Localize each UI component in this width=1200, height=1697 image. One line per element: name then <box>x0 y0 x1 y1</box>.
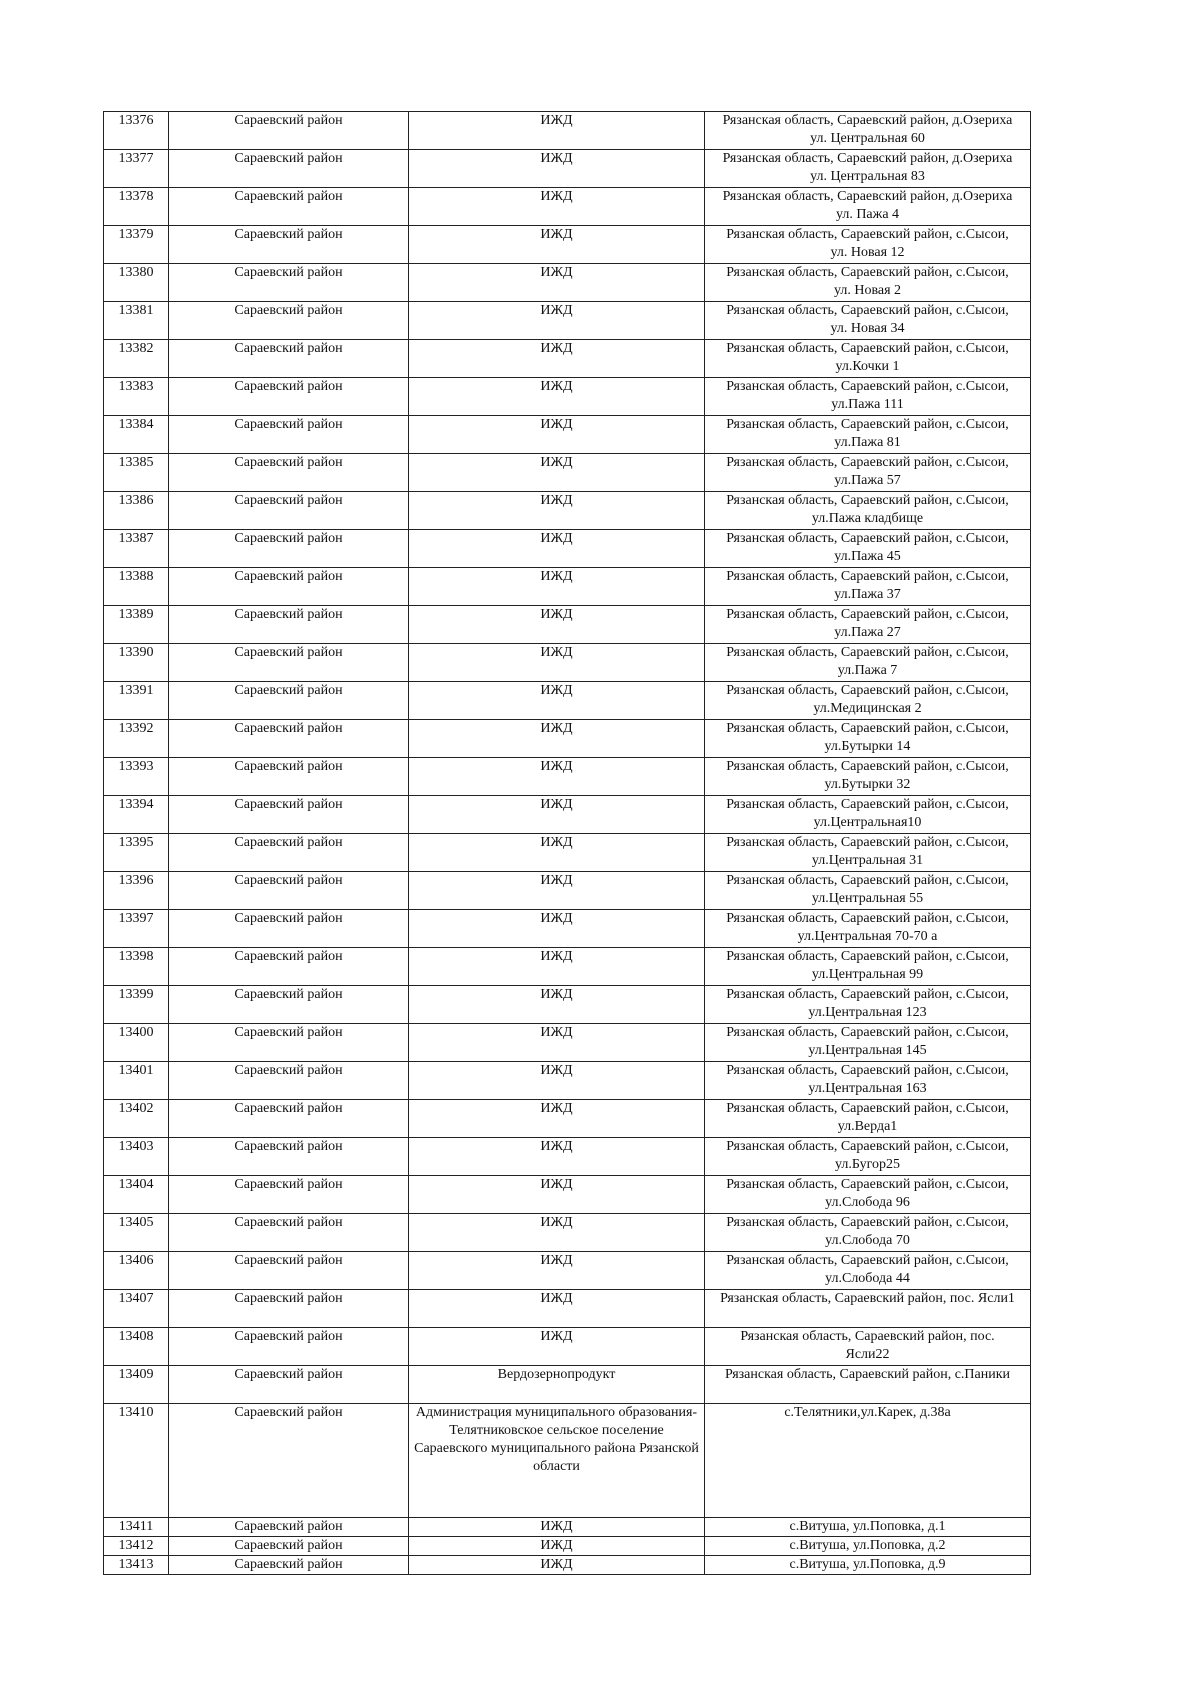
object-type-cell: ИЖД <box>409 606 705 644</box>
table-row <box>104 1214 1031 1252</box>
row-id-cell: 13405 <box>104 1214 169 1252</box>
row-id-cell: 13413 <box>104 1556 169 1575</box>
address-cell: с.Телятники,ул.Карек, д.38а <box>705 1404 1031 1518</box>
table-row <box>104 1404 1031 1518</box>
object-type-cell: ИЖД <box>409 112 705 150</box>
address-cell: Рязанская область, Сараевский район, с.Сысои, ул.Пажа 27 <box>705 606 1031 644</box>
address-cell: Рязанская область, Сараевский район, с.Сысои, ул.Пажа 7 <box>705 644 1031 682</box>
address-cell: Рязанская область, Сараевский район, с.Сысои, ул.Слобода 70 <box>705 1214 1031 1252</box>
district-cell: Сараевский район <box>169 530 409 568</box>
table-row <box>104 1252 1031 1290</box>
table-row <box>104 568 1031 606</box>
object-type-cell: ИЖД <box>409 1556 705 1575</box>
row-id-cell: 13396 <box>104 872 169 910</box>
table-row <box>104 872 1031 910</box>
row-id-cell: 13403 <box>104 1138 169 1176</box>
table-row <box>104 264 1031 302</box>
address-cell: Рязанская область, Сараевский район, с.Сысои, ул.Центральная 163 <box>705 1062 1031 1100</box>
row-id-cell: 13412 <box>104 1537 169 1556</box>
object-type-cell: ИЖД <box>409 758 705 796</box>
object-type-cell: ИЖД <box>409 796 705 834</box>
district-cell: Сараевский район <box>169 1176 409 1214</box>
address-cell: с.Витуша, ул.Поповка, д.1 <box>705 1518 1031 1537</box>
table-row <box>104 1100 1031 1138</box>
row-id-cell: 13382 <box>104 340 169 378</box>
address-cell: Рязанская область, Сараевский район, с.Сысои, ул.Пажа 111 <box>705 378 1031 416</box>
district-cell: Сараевский район <box>169 150 409 188</box>
row-id-cell: 13385 <box>104 454 169 492</box>
object-type-cell: ИЖД <box>409 530 705 568</box>
row-id-cell: 13377 <box>104 150 169 188</box>
address-cell: Рязанская область, Сараевский район, с.Сысои, ул.Центральная 145 <box>705 1024 1031 1062</box>
address-cell: Рязанская область, Сараевский район, с.Сысои, ул.Центральная 55 <box>705 872 1031 910</box>
address-cell: Рязанская область, Сараевский район, с.Сысои, ул.Центральная 99 <box>705 948 1031 986</box>
district-cell: Сараевский район <box>169 910 409 948</box>
district-cell: Сараевский район <box>169 1100 409 1138</box>
row-id-cell: 13408 <box>104 1328 169 1366</box>
object-type-cell: ИЖД <box>409 1024 705 1062</box>
row-id-cell: 13402 <box>104 1100 169 1138</box>
table-row <box>104 834 1031 872</box>
address-cell: Рязанская область, Сараевский район, д.Озериха ул. Пажа 4 <box>705 188 1031 226</box>
district-cell: Сараевский район <box>169 1138 409 1176</box>
district-cell: Сараевский район <box>169 340 409 378</box>
object-type-cell: ИЖД <box>409 682 705 720</box>
table-row <box>104 1062 1031 1100</box>
table-row <box>104 1556 1031 1575</box>
object-type-cell: ИЖД <box>409 1518 705 1537</box>
address-cell: Рязанская область, Сараевский район, с.Сысои, ул.Центральная10 <box>705 796 1031 834</box>
table-row <box>104 188 1031 226</box>
table-row <box>104 150 1031 188</box>
district-cell: Сараевский район <box>169 796 409 834</box>
object-type-cell: ИЖД <box>409 1290 705 1328</box>
object-type-cell: ИЖД <box>409 150 705 188</box>
address-cell: Рязанская область, Сараевский район, с.Сысои, ул.Бутырки 14 <box>705 720 1031 758</box>
object-type-cell: ИЖД <box>409 644 705 682</box>
table-row <box>104 530 1031 568</box>
table-row <box>104 682 1031 720</box>
address-cell: Рязанская область, Сараевский район, с.Сысои, ул.Пажа кладбище <box>705 492 1031 530</box>
table-row <box>104 644 1031 682</box>
object-type-cell: ИЖД <box>409 568 705 606</box>
address-cell: Рязанская область, Сараевский район, с.Сысои, ул. Новая 12 <box>705 226 1031 264</box>
table-row <box>104 492 1031 530</box>
table-row <box>104 112 1031 150</box>
row-id-cell: 13383 <box>104 378 169 416</box>
object-type-cell: Администрация муниципального образования-Телятниковское сельское поселение Сараевского муниципального района Рязанской области <box>409 1404 705 1518</box>
row-id-cell: 13376 <box>104 112 169 150</box>
district-cell: Сараевский район <box>169 720 409 758</box>
object-type-cell: ИЖД <box>409 264 705 302</box>
table-row <box>104 1176 1031 1214</box>
district-cell: Сараевский район <box>169 1556 409 1575</box>
row-id-cell: 13380 <box>104 264 169 302</box>
row-id-cell: 13411 <box>104 1518 169 1537</box>
address-cell: Рязанская область, Сараевский район, д.Озериха ул. Центральная 83 <box>705 150 1031 188</box>
row-id-cell: 13379 <box>104 226 169 264</box>
district-cell: Сараевский район <box>169 1214 409 1252</box>
row-id-cell: 13391 <box>104 682 169 720</box>
row-id-cell: 13406 <box>104 1252 169 1290</box>
address-cell: с.Витуша, ул.Поповка, д.2 <box>705 1537 1031 1556</box>
table-row <box>104 1138 1031 1176</box>
table-row <box>104 606 1031 644</box>
table-row <box>104 910 1031 948</box>
object-type-cell: ИЖД <box>409 378 705 416</box>
table-row <box>104 948 1031 986</box>
address-cell: Рязанская область, Сараевский район, с.Сысои, ул.Бугор25 <box>705 1138 1031 1176</box>
address-cell: Рязанская область, Сараевский район, с.Сысои, ул.Бутырки 32 <box>705 758 1031 796</box>
address-cell: Рязанская область, Сараевский район, с.Сысои, ул.Центральная 123 <box>705 986 1031 1024</box>
row-id-cell: 13392 <box>104 720 169 758</box>
table-row <box>104 416 1031 454</box>
table-row <box>104 454 1031 492</box>
row-id-cell: 13387 <box>104 530 169 568</box>
table-row <box>104 720 1031 758</box>
district-cell: Сараевский район <box>169 986 409 1024</box>
district-cell: Сараевский район <box>169 188 409 226</box>
object-type-cell: ИЖД <box>409 910 705 948</box>
row-id-cell: 13407 <box>104 1290 169 1328</box>
object-type-cell: ИЖД <box>409 188 705 226</box>
address-cell: Рязанская область, Сараевский район, с.Сысои, ул. Новая 34 <box>705 302 1031 340</box>
table-row <box>104 758 1031 796</box>
object-type-cell: ИЖД <box>409 1252 705 1290</box>
address-cell: Рязанская область, Сараевский район, пос. Ясли22 <box>705 1328 1031 1366</box>
object-type-cell: ИЖД <box>409 1537 705 1556</box>
object-type-cell: ИЖД <box>409 1062 705 1100</box>
object-type-cell: Вердозернопродукт <box>409 1366 705 1404</box>
object-type-cell: ИЖД <box>409 1214 705 1252</box>
table-row <box>104 378 1031 416</box>
row-id-cell: 13381 <box>104 302 169 340</box>
district-cell: Сараевский район <box>169 492 409 530</box>
address-cell: Рязанская область, Сараевский район, с.Сысои, ул.Медицинская 2 <box>705 682 1031 720</box>
table-row <box>104 1290 1031 1328</box>
district-cell: Сараевский район <box>169 264 409 302</box>
address-cell: Рязанская область, Сараевский район, с.Сысои, ул.Слобода 96 <box>705 1176 1031 1214</box>
table-row <box>104 1366 1031 1404</box>
object-type-cell: ИЖД <box>409 1176 705 1214</box>
object-type-cell: ИЖД <box>409 492 705 530</box>
row-id-cell: 13404 <box>104 1176 169 1214</box>
district-cell: Сараевский район <box>169 112 409 150</box>
row-id-cell: 13410 <box>104 1404 169 1518</box>
district-cell: Сараевский район <box>169 1537 409 1556</box>
row-id-cell: 13399 <box>104 986 169 1024</box>
row-id-cell: 13397 <box>104 910 169 948</box>
row-id-cell: 13378 <box>104 188 169 226</box>
district-cell: Сараевский район <box>169 1404 409 1518</box>
row-id-cell: 13386 <box>104 492 169 530</box>
district-cell: Сараевский район <box>169 226 409 264</box>
row-id-cell: 13401 <box>104 1062 169 1100</box>
table-row <box>104 302 1031 340</box>
address-cell: Рязанская область, Сараевский район, с.Сысои, ул.Верда1 <box>705 1100 1031 1138</box>
object-type-cell: ИЖД <box>409 720 705 758</box>
row-id-cell: 13409 <box>104 1366 169 1404</box>
address-cell: Рязанская область, Сараевский район, с.Сысои, ул.Центральная 31 <box>705 834 1031 872</box>
row-id-cell: 13393 <box>104 758 169 796</box>
district-cell: Сараевский район <box>169 644 409 682</box>
district-cell: Сараевский район <box>169 416 409 454</box>
row-id-cell: 13389 <box>104 606 169 644</box>
district-cell: Сараевский район <box>169 1366 409 1404</box>
address-cell: Рязанская область, Сараевский район, с.Сысои, ул.Центральная 70-70 а <box>705 910 1031 948</box>
registry-table <box>103 111 1031 1575</box>
object-type-cell: ИЖД <box>409 834 705 872</box>
district-cell: Сараевский район <box>169 948 409 986</box>
table-row <box>104 796 1031 834</box>
object-type-cell: ИЖД <box>409 948 705 986</box>
address-cell: Рязанская область, Сараевский район, с.Сысои, ул.Слобода 44 <box>705 1252 1031 1290</box>
object-type-cell: ИЖД <box>409 872 705 910</box>
district-cell: Сараевский район <box>169 1328 409 1366</box>
object-type-cell: ИЖД <box>409 1328 705 1366</box>
address-cell: Рязанская область, Сараевский район, с.Сысои, ул. Новая 2 <box>705 264 1031 302</box>
table-row <box>104 1024 1031 1062</box>
row-id-cell: 13400 <box>104 1024 169 1062</box>
registry-table-body <box>104 112 1031 1575</box>
district-cell: Сараевский район <box>169 1024 409 1062</box>
object-type-cell: ИЖД <box>409 226 705 264</box>
address-cell: Рязанская область, Сараевский район, д.Озериха ул. Центральная 60 <box>705 112 1031 150</box>
table-row <box>104 1518 1031 1537</box>
address-cell: Рязанская область, Сараевский район, с.Сысои, ул.Пажа 37 <box>705 568 1031 606</box>
object-type-cell: ИЖД <box>409 302 705 340</box>
district-cell: Сараевский район <box>169 454 409 492</box>
object-type-cell: ИЖД <box>409 416 705 454</box>
address-cell: Рязанская область, Сараевский район, с.Сысои, ул.Пажа 57 <box>705 454 1031 492</box>
address-cell: Рязанская область, Сараевский район, с.Сысои, ул.Пажа 45 <box>705 530 1031 568</box>
district-cell: Сараевский район <box>169 834 409 872</box>
object-type-cell: ИЖД <box>409 1100 705 1138</box>
object-type-cell: ИЖД <box>409 1138 705 1176</box>
address-cell: Рязанская область, Сараевский район, пос. Ясли1 <box>705 1290 1031 1328</box>
row-id-cell: 13398 <box>104 948 169 986</box>
address-cell: Рязанская область, Сараевский район, с.Сысои, ул.Кочки 1 <box>705 340 1031 378</box>
district-cell: Сараевский район <box>169 1252 409 1290</box>
district-cell: Сараевский район <box>169 378 409 416</box>
row-id-cell: 13388 <box>104 568 169 606</box>
district-cell: Сараевский район <box>169 302 409 340</box>
object-type-cell: ИЖД <box>409 986 705 1024</box>
district-cell: Сараевский район <box>169 568 409 606</box>
object-type-cell: ИЖД <box>409 340 705 378</box>
address-cell: Рязанская область, Сараевский район, с.Сысои, ул.Пажа 81 <box>705 416 1031 454</box>
table-row <box>104 1328 1031 1366</box>
district-cell: Сараевский район <box>169 872 409 910</box>
row-id-cell: 13395 <box>104 834 169 872</box>
row-id-cell: 13390 <box>104 644 169 682</box>
row-id-cell: 13384 <box>104 416 169 454</box>
district-cell: Сараевский район <box>169 682 409 720</box>
district-cell: Сараевский район <box>169 1518 409 1537</box>
district-cell: Сараевский район <box>169 1290 409 1328</box>
table-row <box>104 1537 1031 1556</box>
district-cell: Сараевский район <box>169 606 409 644</box>
table-row <box>104 340 1031 378</box>
table-row <box>104 226 1031 264</box>
district-cell: Сараевский район <box>169 758 409 796</box>
row-id-cell: 13394 <box>104 796 169 834</box>
table-row <box>104 986 1031 1024</box>
address-cell: с.Витуша, ул.Поповка, д.9 <box>705 1556 1031 1575</box>
object-type-cell: ИЖД <box>409 454 705 492</box>
district-cell: Сараевский район <box>169 1062 409 1100</box>
address-cell: Рязанская область, Сараевский район, с.Паники <box>705 1366 1031 1404</box>
